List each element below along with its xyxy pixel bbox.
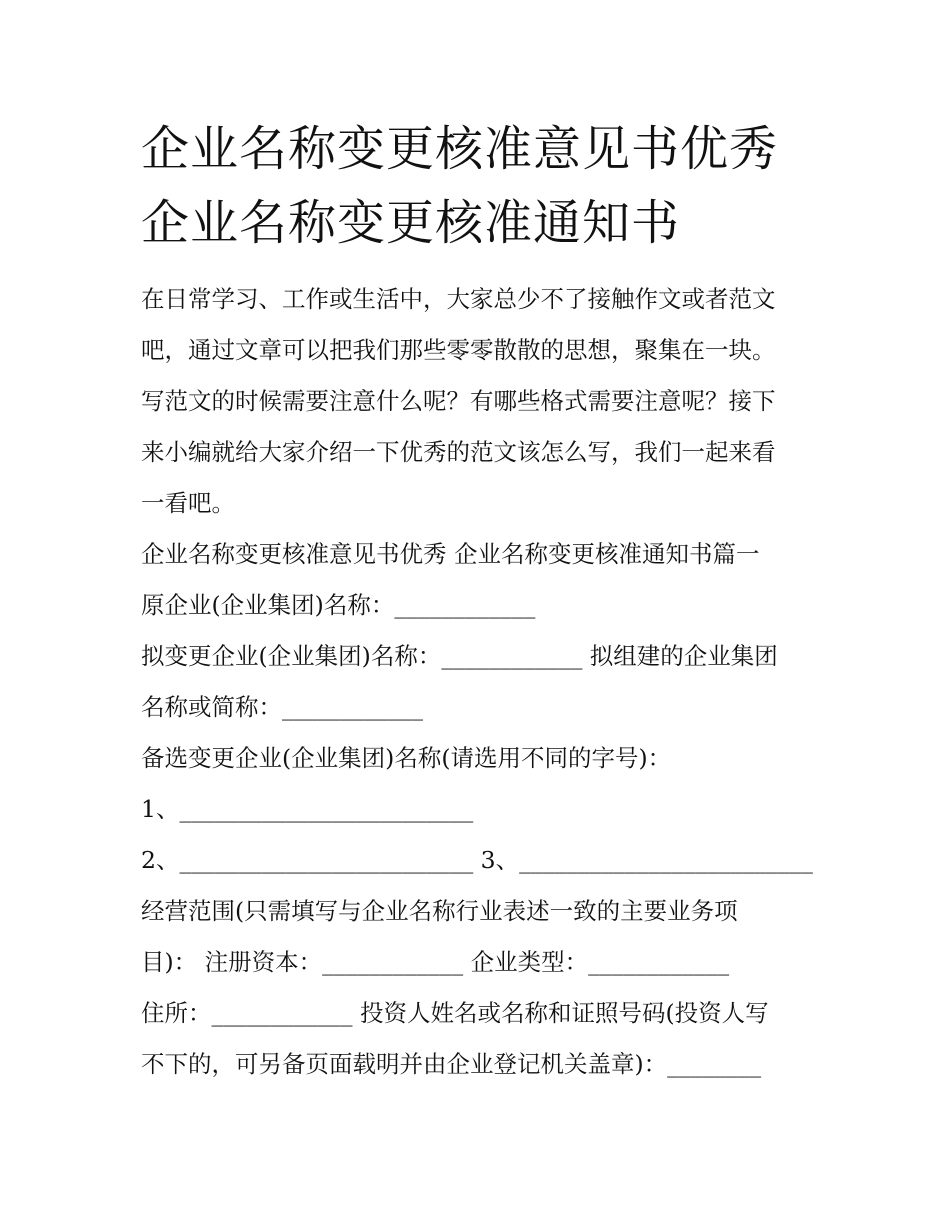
body-line: 在日常学习、工作或生活中，大家总少不了接触作文或者范文 (141, 285, 776, 313)
form-field-investor-note: 不下的，可另备页面载明并由企业登记机关盖章)：________ (141, 1050, 762, 1078)
form-field-group-short-name: 名称或简称：____________ (141, 693, 423, 721)
form-field-alternative-2-3: 2、_________________________ 3、_________________________ (141, 846, 813, 874)
body-line: 写范文的时候需要注意什么呢？有哪些格式需要注意呢？接下 (141, 387, 776, 415)
body-line: 吧，通过文章可以把我们那些零零散散的思想，聚集在一块。 (141, 336, 776, 364)
form-field-capital-type: 目)： 注册资本：____________ 企业类型：____________ (141, 948, 730, 976)
body-line: 来小编就给大家介绍一下优秀的范文该怎么写，我们一起来看 (141, 438, 776, 466)
document-body (141, 274, 821, 1090)
document-title-line-2: 企业名称变更核准通知书 (141, 195, 681, 251)
section-heading: 企业名称变更核准意见书优秀 企业名称变更核准通知书篇一 (141, 540, 760, 568)
form-field-business-scope: 经营范围(只需填写与企业名称行业表述一致的主要业务项 (141, 897, 738, 925)
form-field-new-name: 拟变更企业(企业集团)名称：____________ 拟组建的企业集团 (141, 642, 778, 670)
form-field-alternative-names: 备选变更企业(企业集团)名称(请选用不同的字号)： (141, 744, 672, 772)
form-field-alternative-1: 1、_________________________ (141, 795, 474, 823)
document-page (141, 112, 821, 1090)
form-field-address-investor: 住所：____________ 投资人姓名或名称和证照号码(投资人写 (141, 999, 769, 1027)
body-line: 一看吧。 (141, 489, 235, 517)
form-field-original-name: 原企业(企业集团)名称：____________ (141, 591, 536, 619)
document-title-line-1: 企业名称变更核准意见书优秀 (141, 121, 779, 177)
